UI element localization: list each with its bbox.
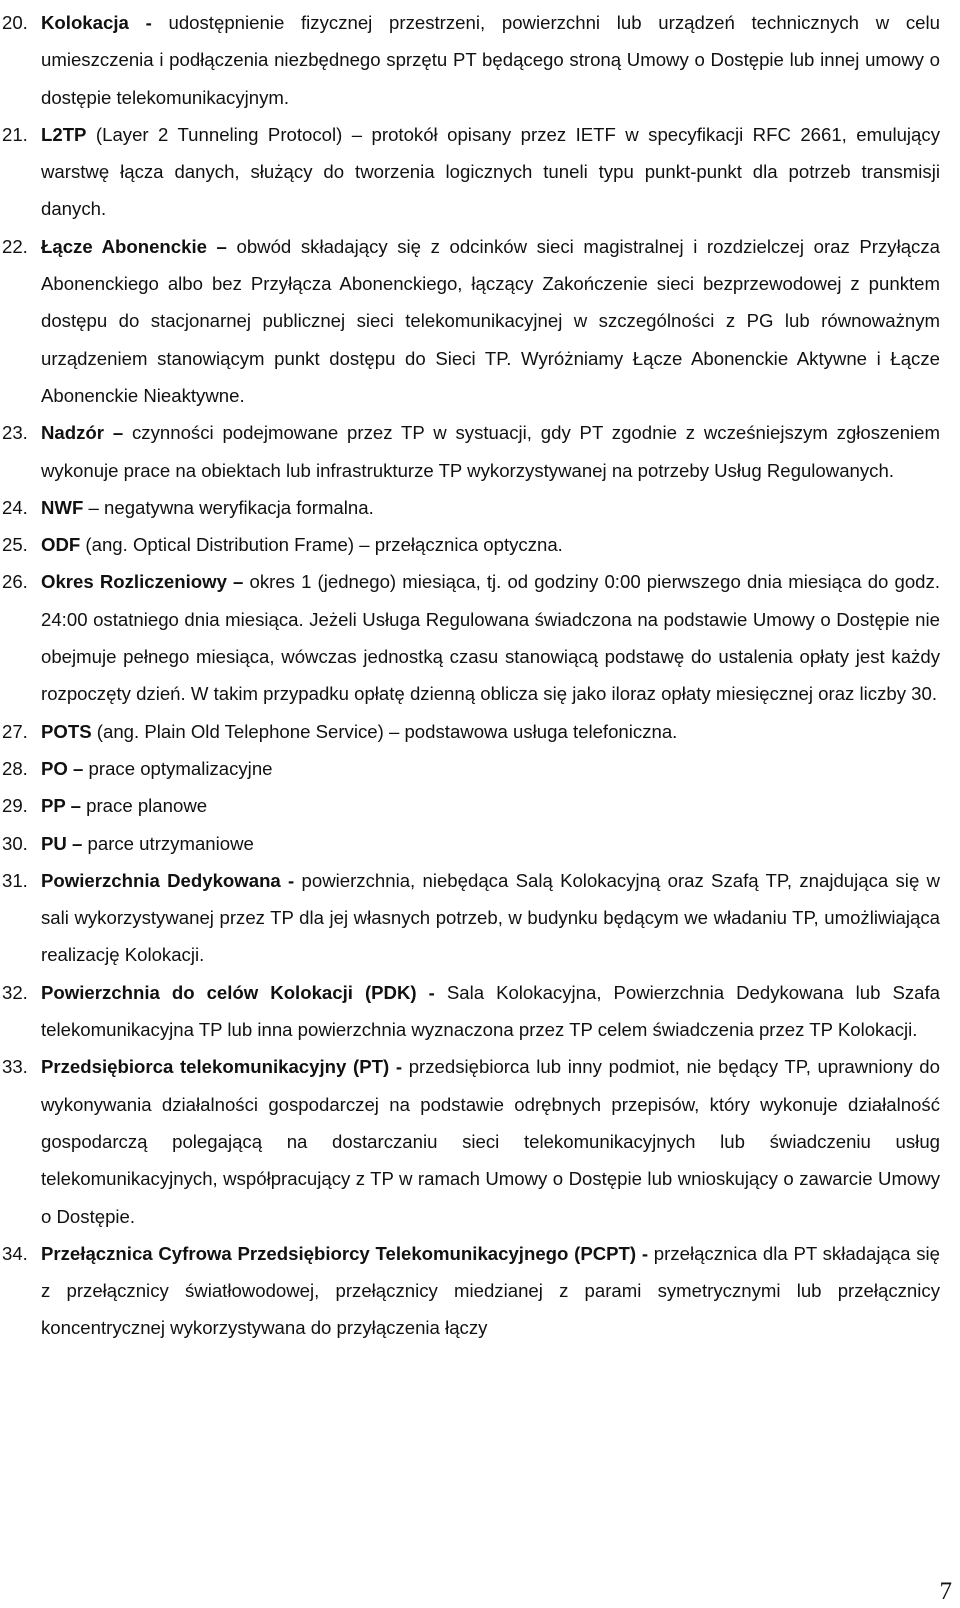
entry-term: POTS [41, 720, 92, 742]
entry-term: PU – [41, 832, 83, 854]
definition-27 [0, 713, 960, 750]
entry-number: 34. [2, 1242, 28, 1264]
entry-number: 29. [2, 795, 28, 817]
definition-32 [0, 974, 960, 1049]
entry-number: 24. [2, 496, 28, 518]
entry-number: 27. [2, 720, 28, 742]
entry-term: Nadzór – [41, 422, 124, 444]
definition-21 [0, 116, 960, 228]
entry-term: PO – [41, 757, 84, 779]
entry-number: 20. [2, 12, 28, 33]
definition-24 [0, 489, 960, 526]
entry-term: NWF [41, 496, 84, 518]
entry-text: czynności podejmowane przez TP w systuacji, gdy PT zgodnie z wcześniejszym zgłoszeniem wykonuje prace na obiektach lub infrastrukturze TP wykorzystywanej na potrzeby Usług Regulowanych. [41, 422, 941, 481]
entry-number: 21. [2, 123, 28, 145]
entry-text: (Layer 2 Tunneling Protocol) – protokół opisany przez IETF w specyfikacji RFC 2661, emulujący warstwę łącza danych, służący do tworzenia logicznych tuneli typu punkt-punkt dla potrzeb transmisji danych. [41, 123, 940, 220]
entry-text: (ang. Plain Old Telephone Service) – podstawowa usługa telefoniczna. [91, 720, 678, 742]
entry-text: prace optymalizacyjne [83, 757, 273, 779]
page-number: 7 [939, 1578, 952, 1605]
definition-31 [0, 862, 960, 974]
entry-term: Przełącznica Cyfrowa Przedsiębiorcy Telekomunikacyjnego (PCPT) - [41, 1242, 649, 1264]
definition-34 [0, 1235, 960, 1347]
entry-number: 25. [2, 534, 28, 556]
document-body [0, 4, 960, 1347]
entry-term: Przedsiębiorca telekomunikacyjny (PT) - [41, 1056, 403, 1078]
entry-term: PP – [41, 795, 81, 817]
entry-term: Łącze Abonenckie – [41, 235, 227, 257]
entry-number: 32. [2, 981, 28, 1003]
entry-number: 28. [2, 757, 28, 779]
entry-term: L2TP [41, 123, 87, 145]
entry-number: 31. [2, 869, 28, 891]
entry-text: okres 1 (jednego) miesiąca, tj. od godziny 0:00 pierwszego dnia miesiąca do godz. 24:00 ostatniego dnia miesiąca. Jeżeli Usługa Regulowana świadczona na podstawie Umowy o Dostępie nie obejmuje pełnego miesiąca, wówczas jednostką czasu stanowiącą podstawę do ustalenia opłaty jest każdy rozpoczęty dzień. W takim przypadku opłatę dzienną oblicza się jako iloraz opłaty miesięcznej oraz liczby 30. [41, 571, 940, 705]
entry-text: (ang. Optical Distribution Frame) – przełącznica optyczna. [80, 534, 563, 556]
definition-20 [0, 4, 960, 116]
entry-text: przełącznica dla PT składająca się z przełącznicy światłowodowej, przełącznicy miedzianej z parami symetrycznymi lub przełącznicy koncentrycznej wykorzystywana do przyłączenia łączy [41, 1242, 940, 1339]
entry-number: 33. [2, 1056, 28, 1078]
entry-number: 30. [2, 832, 28, 854]
entry-text: prace planowe [80, 795, 208, 817]
definition-28 [0, 750, 960, 787]
entry-number: 22. [2, 235, 28, 257]
entry-term: Okres Rozliczeniowy – [41, 571, 244, 593]
entry-text: – negatywna weryfikacja formalna. [83, 496, 374, 518]
definition-29 [0, 787, 960, 824]
entry-term: Powierzchnia do celów Kolokacji (PDK) - [41, 981, 435, 1003]
entry-text: udostępnienie fizycznej przestrzeni, powierzchni lub urządzeń technicznych w celu umieszczenia i podłączenia niezbędnego sprzętu PT będącego stroną Umowy o Dostępie lub innej umowy o dostępie telekomunikacyjnym. [41, 12, 940, 108]
entry-number: 23. [2, 422, 28, 444]
entry-term: Powierzchnia Dedykowana - [41, 869, 295, 891]
definition-25 [0, 526, 960, 563]
entry-text: przedsiębiorca lub inny podmiot, nie będący TP, uprawniony do wykonywania działalności gospodarczej na podstawie odrębnych przepisów, który wykonuje działalność gospodarczą polegającą na dostarczaniu sieci telekomunikacyjnych lub świadczeniu usług telekomunikacyjnych, współpracujący z TP w ramach Umowy o Dostępie lub wnioskujący o zawarcie Umowy o Dostępie. [41, 1056, 940, 1227]
entry-text: powierzchnia, niebędąca Salą Kolokacyjną oraz Szafą TP, znajdująca się w sali wykorzystywanej przez TP dla jej własnych potrzeb, w budynku będącym we władaniu TP, umożliwiająca realizację Kolokacji. [41, 869, 940, 966]
entry-term: Kolokacja - [41, 12, 152, 33]
entry-text: parce utrzymaniowe [82, 832, 254, 854]
entry-text: obwód składający się z odcinków sieci magistralnej i rozdzielczej oraz Przyłącza Abonenckiego albo bez Przyłącza Abonenckiego, łączący Zakończenie sieci bezprzewodowej z punktem dostępu do stacjonarnej publicznej sieci telekomunikacyjnej w szczególności z PG lub równoważnym urządzeniem stanowiącym punkt dostępu do Sieci TP. Wyróżniamy Łącze Abonenckie Aktywne i Łącze Abonenckie Nieaktywne. [41, 235, 940, 406]
definition-26 [0, 563, 960, 712]
entry-text: Sala Kolokacyjna, Powierzchnia Dedykowana lub Szafa telekomunikacyjna TP lub inna powierzchnia wyznaczona przez TP celem świadczenia przez TP Kolokacji. [41, 981, 940, 1041]
definition-23 [0, 414, 960, 489]
definition-30 [0, 825, 960, 862]
definition-22 [0, 228, 960, 414]
definition-33 [0, 1048, 960, 1234]
entry-term: ODF [41, 534, 81, 556]
entry-number: 26. [2, 571, 28, 593]
